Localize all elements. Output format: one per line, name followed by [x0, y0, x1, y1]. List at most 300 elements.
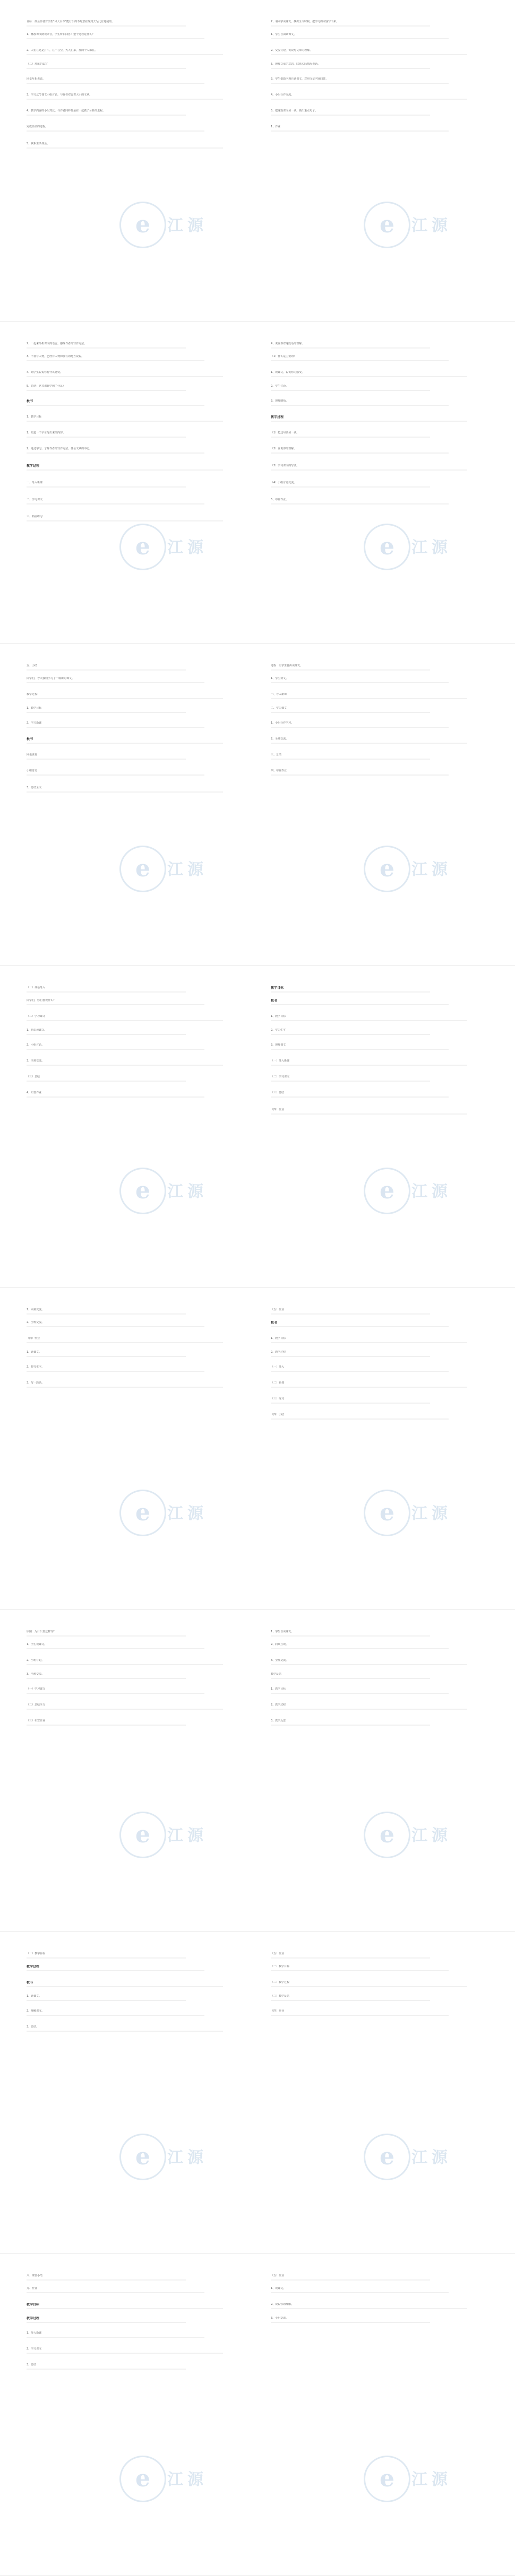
text-line: 2、学习生字	[271, 1029, 286, 1032]
text-line: 九、作业	[27, 2287, 38, 2290]
text-line: 4、请学生说说你有什么感受。	[27, 371, 63, 374]
watermark-text: 江源	[411, 2470, 452, 2489]
text-line: 完成作品的过程。	[27, 125, 48, 128]
text-line: 五、小结	[27, 664, 38, 667]
text-line: 八、课堂小结	[27, 2274, 43, 2277]
watermark-logo: e	[364, 2134, 410, 2180]
text-line: 2、理解课文。	[27, 2009, 45, 2013]
text-continuation	[27, 1957, 186, 1959]
watermark-logo: e	[119, 2456, 166, 2502]
watermark-logo: e	[364, 202, 410, 248]
page-7	[0, 1932, 515, 2254]
page-5	[0, 1288, 515, 1610]
page-3-left-column	[27, 644, 250, 965]
text-line: 4、说说你对这段话的理解。	[271, 342, 305, 345]
watermark-text: 江源	[411, 538, 452, 557]
text-continuation	[27, 1342, 223, 1343]
text-line: 2、全班交流。	[27, 1321, 45, 1324]
text-continuation	[27, 25, 186, 27]
text-continuation	[271, 376, 467, 377]
text-continuation	[271, 2015, 449, 2016]
text-continuation	[27, 347, 186, 349]
text-line: 2、教学过程	[271, 1703, 286, 1707]
text-line: （3）学习课文的写法。	[271, 464, 299, 467]
text-continuation	[27, 1004, 204, 1005]
text-continuation	[271, 390, 430, 391]
text-continuation	[27, 115, 186, 116]
text-line: 小组讨论	[27, 769, 38, 772]
text-line: （二）学习课文	[27, 1015, 46, 1018]
text-continuation	[27, 503, 204, 504]
text-continuation	[271, 991, 430, 993]
text-line: 1、同桌交流。	[27, 1308, 45, 1311]
text-line: 一、导入新课	[27, 481, 43, 484]
watermark-text: 江源	[411, 860, 452, 879]
page-2-right-column	[271, 322, 494, 643]
text-line: 1、导入新课	[27, 2331, 42, 2335]
text-continuation	[27, 2000, 186, 2001]
text-continuation	[271, 503, 449, 504]
text-line: 1、教学目标	[271, 1015, 286, 1018]
text-line: （二）新课	[271, 1381, 285, 1385]
page-6	[0, 1610, 515, 1932]
text-continuation	[271, 698, 467, 699]
text-continuation	[27, 2015, 204, 2016]
page-1-right-column	[271, 0, 494, 321]
text-continuation	[27, 520, 223, 521]
watermark-logo: e	[364, 2456, 410, 2502]
text-continuation	[27, 2322, 186, 2323]
text-continuation	[27, 1970, 204, 1971]
text-continuation	[27, 99, 223, 100]
text-continuation	[27, 1635, 186, 1637]
watermark-text: 江源	[411, 1182, 452, 1201]
text-continuation	[27, 452, 204, 454]
text-line: 教学过程	[27, 1965, 40, 1969]
text-continuation	[271, 743, 467, 744]
text-line: （1）什么是主要的？	[271, 355, 297, 358]
page-8-right-column	[271, 2254, 494, 2575]
text-continuation	[271, 54, 467, 55]
text-line: 4、小组合作交流。	[271, 93, 294, 97]
watermark-logo: e	[119, 846, 166, 892]
text-continuation	[27, 1387, 223, 1388]
text-line: 同学们，你们喜欢什么？	[27, 999, 56, 1002]
text-continuation	[27, 2031, 223, 2032]
text-line: （二）学习课文	[271, 1075, 290, 1078]
text-continuation	[271, 1034, 430, 1035]
text-continuation	[27, 1326, 204, 1327]
page-3-right-column	[271, 644, 494, 965]
text-line: 3、全班交流。	[271, 1659, 289, 1662]
watermark-logo: e	[364, 1490, 410, 1536]
text-line: 1、小组合作学习。	[271, 721, 294, 725]
text-line: 7、请同学读课文，找出全文时候，把学习的内容写下来。	[271, 20, 339, 23]
text-continuation	[271, 130, 449, 132]
text-continuation	[271, 25, 430, 27]
text-continuation	[271, 452, 449, 454]
text-line: （五）作业	[271, 1308, 285, 1311]
text-line: （三）教学反思	[271, 1995, 290, 1998]
watermark-text: 江源	[411, 216, 452, 235]
text-continuation	[271, 712, 430, 713]
text-line: 3、学习这节课文小组讨论，与作者对比着大小的文章。	[27, 93, 92, 97]
text-line: 同桌互相说说。	[27, 77, 46, 81]
watermark-text: 江源	[411, 1504, 452, 1523]
text-continuation	[27, 759, 186, 760]
text-line: 四、布置作业	[271, 769, 287, 772]
text-continuation	[271, 99, 467, 100]
text-continuation	[27, 1313, 186, 1315]
text-line: 3、全班交流。	[27, 1059, 45, 1063]
text-line: （四）小结	[271, 1413, 285, 1416]
text-continuation	[27, 38, 204, 39]
text-line: 5、联系生活体会。	[27, 142, 50, 145]
watermark-logo: e	[119, 1490, 166, 1536]
text-line: （二）总结全文	[27, 1703, 46, 1707]
text-continuation	[27, 2292, 204, 2293]
text-line: 2、人们在这是打牛，在一在空，大人们来，那两个人都在。	[27, 49, 98, 52]
text-line: 3、写一段话。	[27, 1381, 45, 1385]
watermark-text: 江源	[167, 2470, 208, 2489]
text-continuation	[271, 83, 449, 84]
page-5-left-column	[27, 1288, 250, 1609]
text-line: 二、学习课文	[27, 498, 43, 501]
text-line: 1、教学目标	[27, 415, 42, 419]
page-4-right-column	[271, 966, 494, 1287]
text-continuation	[271, 1342, 467, 1343]
text-continuation	[271, 1664, 467, 1665]
text-continuation	[271, 1970, 449, 1971]
text-line: 5、把这篇课文读一读，画出重点句子。	[271, 109, 318, 112]
text-continuation	[271, 1693, 449, 1694]
page-6-left-column	[27, 1610, 250, 1931]
text-continuation	[27, 991, 186, 993]
text-continuation	[27, 682, 204, 683]
text-line: 4、教学内容的小组对比，与作者同样都是在一起做了分析的进程。	[27, 109, 106, 112]
text-continuation	[271, 1065, 467, 1066]
text-continuation	[27, 743, 223, 744]
text-line: （五）作业	[271, 1952, 285, 1955]
text-continuation	[271, 360, 449, 361]
text-line: 2、学习课文	[27, 2347, 42, 2351]
text-continuation	[271, 2308, 467, 2309]
text-continuation	[27, 83, 204, 84]
text-continuation	[271, 1113, 467, 1115]
text-continuation	[271, 2292, 449, 2293]
text-continuation	[27, 405, 204, 406]
text-continuation	[271, 682, 449, 683]
text-line: 板书	[27, 399, 33, 403]
text-continuation	[27, 360, 204, 361]
text-line: （三）练习	[271, 1397, 285, 1400]
text-line: 教学过程：	[27, 693, 40, 696]
text-continuation	[271, 115, 430, 116]
text-line: （三）总结	[271, 1091, 285, 1094]
text-continuation	[27, 1678, 186, 1679]
text-line: （五）作业	[271, 2274, 285, 2277]
text-line: （一）导入新课	[271, 1059, 290, 1063]
text-continuation	[271, 669, 430, 671]
text-line: 4、布置作业	[27, 1091, 42, 1094]
text-line: 1、作业	[271, 125, 281, 128]
text-line: 教学反思	[271, 1673, 282, 1676]
text-continuation	[271, 1725, 430, 1726]
text-line: 3、不要写人物，已经有人物和要写的地方说说。	[27, 355, 84, 358]
text-line: 3、理解课文	[271, 1043, 286, 1047]
text-continuation	[27, 791, 223, 793]
text-continuation	[27, 1096, 204, 1098]
page-2-left-column	[27, 322, 250, 643]
text-continuation	[27, 68, 186, 69]
text-line: 3、理解感悟。	[271, 399, 289, 403]
text-continuation	[27, 1081, 186, 1082]
text-line: 板书	[27, 737, 33, 741]
text-line: 1、学生自读课文。	[271, 1630, 294, 1633]
text-line: 板书	[271, 1321, 278, 1325]
text-line: 目标：体会作者对学生“风大目草”能行么的不好意在受到去为此有进展的。	[27, 20, 115, 23]
text-continuation	[27, 1725, 186, 1726]
text-continuation	[27, 1693, 204, 1694]
text-continuation	[27, 1986, 223, 1987]
text-continuation	[27, 421, 223, 422]
text-continuation	[27, 486, 186, 488]
text-continuation	[271, 2000, 430, 2001]
text-line: 3、小组交流。	[271, 2317, 289, 2320]
watermark-text: 江源	[167, 2148, 208, 2167]
text-continuation	[27, 1034, 186, 1035]
text-continuation	[271, 727, 449, 728]
watermark-text: 江源	[411, 2148, 452, 2167]
page-8-left-column	[27, 2254, 250, 2575]
text-continuation	[27, 1020, 223, 1021]
text-line: 原因：为什么要这样写？	[27, 1630, 56, 1633]
watermark-logo: e	[119, 1168, 166, 1214]
text-continuation	[271, 1020, 467, 1021]
text-continuation	[271, 1326, 449, 1327]
text-line: 1、学生自由读课文。	[271, 33, 297, 36]
text-continuation	[27, 376, 223, 377]
text-continuation	[271, 405, 449, 406]
text-continuation	[271, 1313, 430, 1315]
page-4-left-column	[27, 966, 250, 1287]
text-continuation	[27, 437, 186, 438]
text-line: （三）总结	[27, 1075, 40, 1078]
page-7-right-column	[271, 1932, 494, 2253]
page-7-left-column	[27, 1932, 250, 2253]
text-line: 2、交流讨论，说说对文章的理解。	[271, 49, 313, 52]
text-continuation	[27, 1371, 204, 1372]
text-continuation	[271, 759, 430, 760]
text-continuation	[271, 1049, 449, 1050]
text-continuation	[27, 390, 186, 391]
text-continuation	[271, 1709, 467, 1710]
text-line: （4）小组讨论交流。	[271, 481, 297, 484]
text-continuation	[271, 437, 430, 438]
text-line: （二）对比的去写	[27, 63, 48, 66]
watermark-logo: e	[119, 524, 166, 570]
text-line: （1）把这句话读一读。	[271, 431, 299, 434]
text-line: （四）作业	[271, 2009, 285, 2013]
watermark-text: 江源	[167, 1182, 208, 1201]
text-line: 3、总结	[27, 2363, 37, 2366]
text-line: 教学过程	[27, 2317, 40, 2320]
text-continuation	[271, 1096, 449, 1098]
text-line: 三、拓展练习	[27, 515, 43, 518]
text-continuation	[271, 347, 430, 349]
text-continuation	[271, 1004, 449, 1005]
text-line: 5、理解文章的意思，联系实际情况说话。	[271, 63, 321, 66]
text-line: 3、学生借助字典自读课文，对照文章内容回答。	[271, 77, 329, 81]
text-continuation	[271, 469, 467, 471]
text-line: （一）学习课文	[27, 1687, 46, 1691]
watermark-text: 江源	[167, 1826, 208, 1845]
text-line: （一）谈话导入	[27, 986, 46, 989]
watermark-logo: e	[119, 202, 166, 248]
text-line: 2、全班交流。	[271, 737, 289, 741]
text-line: 3、全班交流。	[27, 1673, 45, 1676]
text-line: 教学过程	[271, 415, 284, 419]
text-continuation	[27, 1356, 186, 1357]
text-line: 1、知道一个字母写出来的内容。	[27, 431, 66, 434]
text-line: 1、播放课文朗读录音，学生听后回答：整个过程是什么？	[27, 33, 95, 36]
text-continuation	[27, 2337, 204, 2338]
text-continuation	[27, 147, 223, 149]
text-continuation	[271, 1678, 430, 1679]
text-line: 三、总结	[271, 753, 282, 756]
text-continuation	[271, 38, 449, 39]
watermark-text: 江源	[167, 860, 208, 879]
text-line: 1、教学目标	[271, 1687, 286, 1691]
text-line: 教学目标	[27, 2303, 40, 2307]
text-line: （一）导入	[271, 1365, 285, 1369]
page-4	[0, 966, 515, 1288]
watermark-logo: e	[119, 1812, 166, 1858]
text-continuation	[27, 469, 223, 471]
watermark-logo: e	[364, 1168, 410, 1214]
text-line: 2、小组讨论。	[27, 1659, 45, 1662]
text-continuation	[271, 1403, 430, 1404]
text-line: 教学过程	[27, 464, 40, 468]
page-8	[0, 2254, 515, 2576]
watermark-logo: e	[364, 846, 410, 892]
text-line: （三）布置作业	[27, 1719, 46, 1722]
text-line: 5、布置作业。	[271, 498, 289, 501]
text-line: 2、通过学习，了解作者的写作方法，体会文章的中心。	[27, 447, 92, 450]
text-line: 同学们，今天我们学习了一篇新的课文。	[27, 677, 75, 680]
text-line: 5、总结：这节课你学到了什么？	[27, 385, 66, 388]
text-line: 2、同桌互读。	[271, 1643, 289, 1646]
text-line: 二、学习课文	[271, 707, 287, 710]
page-2	[0, 322, 515, 644]
text-continuation	[271, 774, 449, 776]
text-line: 1、读课文。	[27, 1995, 42, 1998]
text-line: 2、一起来品析课文的语言，感受作者的写作方法。	[27, 342, 87, 345]
text-line: 2、小组讨论。	[27, 1043, 45, 1047]
text-line: 板书	[271, 999, 278, 1003]
text-line: 3、总结全文	[27, 786, 42, 789]
watermark-text: 江源	[167, 216, 208, 235]
text-line: （四）作业	[27, 1337, 40, 1340]
text-continuation	[27, 1648, 204, 1649]
watermark-logo: e	[364, 524, 410, 570]
text-line: 2、学生讨论。	[271, 385, 289, 388]
text-continuation	[27, 1709, 223, 1710]
watermark-text: 江源	[411, 1826, 452, 1845]
text-line: 一、导入新课	[271, 693, 287, 696]
text-line: 2、说说你的理解。	[271, 2303, 294, 2306]
text-line: 1、读课文，说说你的感受。	[271, 371, 305, 374]
text-line: （2）说说你的理解。	[271, 447, 297, 450]
page-6-right-column	[271, 1610, 494, 1931]
text-line: 2、教学过程	[271, 1351, 286, 1354]
page-5-right-column	[271, 1288, 494, 1609]
page-1	[0, 0, 515, 322]
text-line: 1、读课文。	[271, 2287, 286, 2290]
text-continuation	[27, 1049, 204, 1050]
text-line: （一）教学目标	[27, 1952, 46, 1955]
text-line: 板书	[27, 1981, 33, 1985]
text-line: （四）作业	[271, 1108, 285, 1111]
watermark-logo: e	[364, 1812, 410, 1858]
text-line: 3、教学反思	[271, 1719, 286, 1722]
text-line: 1、学生读文。	[271, 677, 289, 680]
text-continuation	[27, 698, 223, 699]
text-line: 同桌说说	[27, 753, 38, 756]
text-continuation	[27, 727, 204, 728]
text-continuation	[271, 1957, 430, 1959]
text-continuation	[271, 1081, 430, 1082]
watermark-text: 江源	[167, 538, 208, 557]
text-line: （一）教学目标	[271, 1965, 290, 1968]
text-line: 1、自由读课文。	[27, 1029, 47, 1032]
text-continuation	[271, 1986, 467, 1987]
text-continuation	[271, 1387, 467, 1388]
text-continuation	[271, 486, 430, 488]
text-line: 1、教学目标	[27, 707, 42, 710]
text-line: 教学目标	[271, 986, 284, 990]
text-line: 1、学生读课文。	[27, 1643, 47, 1646]
text-continuation	[271, 68, 430, 69]
text-continuation	[27, 130, 204, 132]
text-continuation	[27, 669, 186, 671]
text-continuation	[27, 54, 223, 55]
text-continuation	[27, 2308, 223, 2309]
text-continuation	[27, 1065, 223, 1066]
text-continuation	[271, 1648, 449, 1649]
text-continuation	[271, 1371, 449, 1372]
text-continuation	[271, 1418, 449, 1420]
text-continuation	[271, 1635, 430, 1637]
text-continuation	[27, 1664, 223, 1665]
watermark-logo: e	[119, 2134, 166, 2180]
watermark-text: 江源	[167, 1504, 208, 1523]
text-continuation	[271, 1356, 430, 1357]
text-line: 1、读课文。	[27, 1351, 42, 1354]
text-continuation	[271, 2279, 430, 2281]
text-line: 3、总结。	[27, 2025, 39, 2029]
text-continuation	[27, 774, 204, 776]
text-line: 2、学习新课	[27, 721, 42, 725]
text-line: 过程：让学生自由读课文。	[271, 664, 303, 667]
text-line: 2、抄写生字。	[27, 1365, 45, 1369]
text-continuation	[27, 2353, 223, 2354]
page-1-left-column	[27, 0, 250, 321]
text-continuation	[271, 421, 467, 422]
text-continuation	[27, 2279, 186, 2281]
text-line: 1、教学目标	[271, 1337, 286, 1340]
page-3	[0, 644, 515, 966]
